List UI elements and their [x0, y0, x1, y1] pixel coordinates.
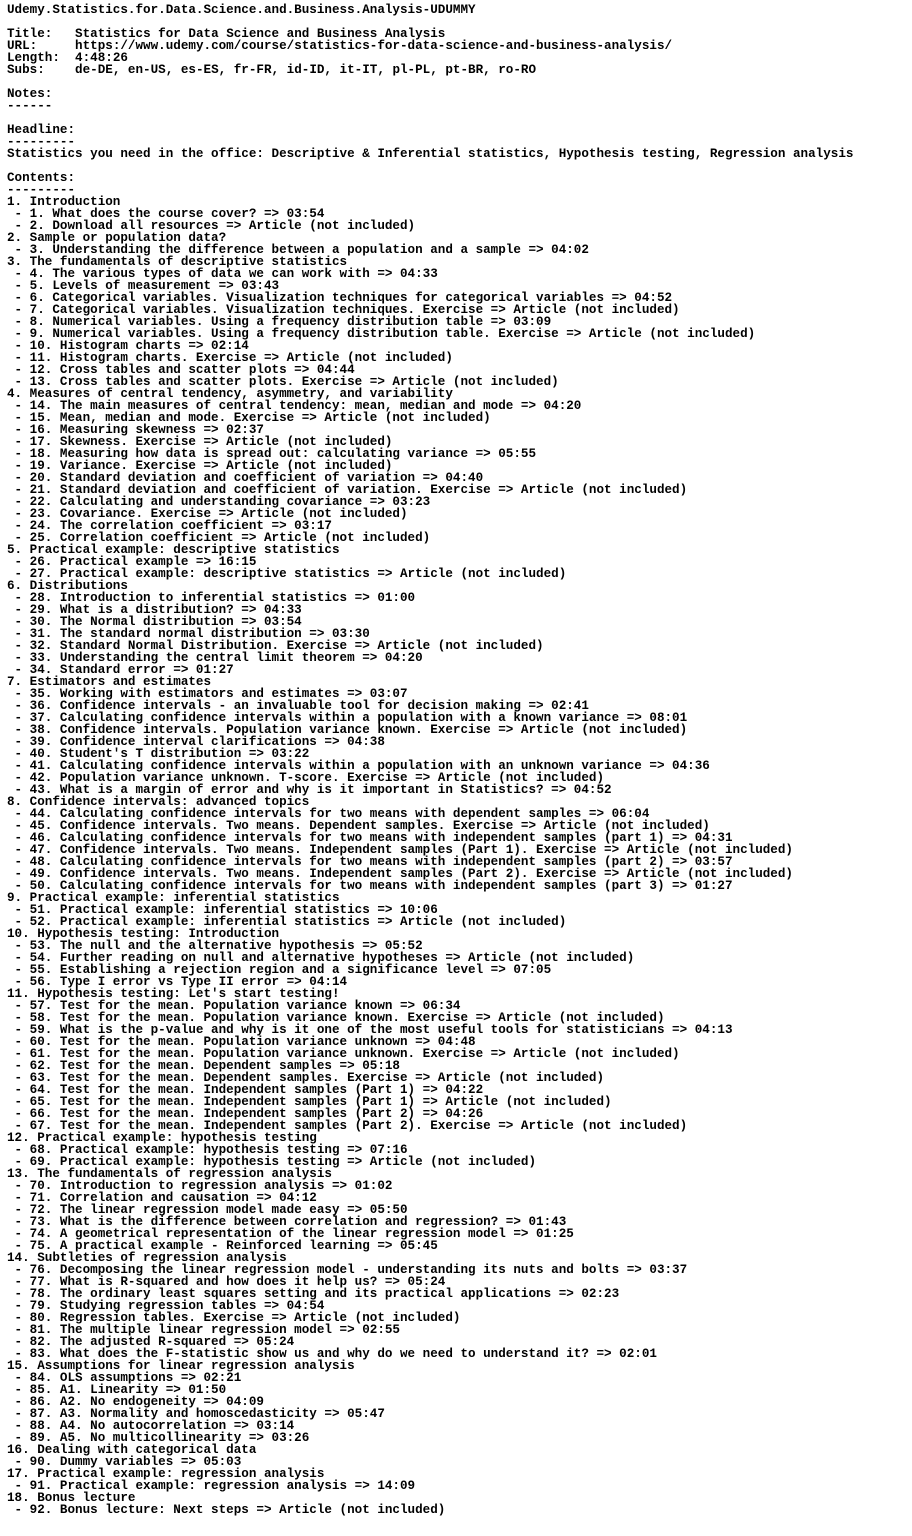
- lecture-item: - 69. Practical example: hypothesis testing => Article (not included): [7, 1155, 537, 1169]
- lecture-item: - 39. Confidence interval clarifications => 04:38: [7, 735, 385, 749]
- lecture-item: - 5. Levels of measurement => 03:43: [7, 279, 280, 293]
- lecture-item: - 10. Histogram charts => 02:14: [7, 339, 249, 353]
- lecture-item: - 80. Regression tables. Exercise => Article (not included): [7, 1311, 461, 1325]
- lecture-item: - 64. Test for the mean. Independent samples (Part 1) => 04:22: [7, 1083, 484, 1097]
- lecture-item: - 63. Test for the mean. Dependent samples. Exercise => Article (not included): [7, 1071, 605, 1085]
- lecture-item: - 44. Calculating confidence intervals for two means with dependent samples => 06:04: [7, 807, 650, 821]
- lecture-item: - 68. Practical example: hypothesis testing => 07:16: [7, 1143, 408, 1157]
- lecture-item: - 16. Measuring skewness => 02:37: [7, 423, 264, 437]
- section-heading: 10. Hypothesis testing: Introduction: [7, 927, 280, 941]
- lecture-item: - 73. What is the difference between correlation and regression? => 01:43: [7, 1215, 567, 1229]
- lecture-item: - 41. Calculating confidence intervals within a population with an unknown variance => 04:36: [7, 759, 710, 773]
- lecture-item: - 29. What is a distribution? => 04:33: [7, 603, 302, 617]
- lecture-item: - 91. Practical example: regression analysis => 14:09: [7, 1479, 416, 1493]
- lecture-item: - 23. Covariance. Exercise => Article (not included): [7, 507, 408, 521]
- lecture-item: - 62. Test for the mean. Dependent samples => 05:18: [7, 1059, 400, 1073]
- section-heading: 16. Dealing with categorical data: [7, 1443, 257, 1457]
- lecture-item: - 43. What is a margin of error and why is it important in Statistics? => 04:52: [7, 783, 612, 797]
- section-heading: 11. Hypothesis testing: Let's start testing!: [7, 987, 340, 1001]
- lecture-item: - 67. Test for the mean. Independent samples (Part 2). Exercise => Article (not included): [7, 1119, 688, 1133]
- lecture-item: - 50. Calculating confidence intervals for two means with independent samples (part 3) => 01:27: [7, 879, 733, 893]
- subs-value: de-DE, en-US, es-ES, fr-FR, id-ID, it-IT, pl-PL, pt-BR, ro-RO: [75, 63, 537, 77]
- lecture-item: - 31. The standard normal distribution => 03:30: [7, 627, 370, 641]
- section-heading: 2. Sample or population data?: [7, 231, 227, 245]
- lecture-item: - 58. Test for the mean. Population variance known. Exercise => Article (not included): [7, 1011, 665, 1025]
- section-heading: 17. Practical example: regression analysis: [7, 1467, 325, 1481]
- headline-underline: ---------: [7, 135, 76, 149]
- lecture-item: - 51. Practical example: inferential statistics => 10:06: [7, 903, 438, 917]
- lecture-item: - 13. Cross tables and scatter plots. Exercise => Article (not included): [7, 375, 559, 389]
- lecture-item: - 86. A2. No endogeneity => 04:09: [7, 1395, 264, 1409]
- lecture-item: - 14. The main measures of central tendency: mean, median and mode => 04:20: [7, 399, 582, 413]
- lecture-item: - 85. A1. Linearity => 01:50: [7, 1383, 227, 1397]
- lecture-item: - 53. The null and the alternative hypothesis => 05:52: [7, 939, 423, 953]
- subs-line: [7, 64, 912, 76]
- lecture-item: - 61. Test for the mean. Population variance unknown. Exercise => Article (not included): [7, 1047, 680, 1061]
- section-heading: 8. Confidence intervals: advanced topics: [7, 795, 310, 809]
- section-heading: 5. Practical example: descriptive statistics: [7, 543, 340, 557]
- lecture-item: - 8. Numerical variables. Using a frequency distribution table => 03:09: [7, 315, 552, 329]
- lecture-item: - 28. Introduction to inferential statistics => 01:00: [7, 591, 416, 605]
- section-heading: 3. The fundamentals of descriptive statistics: [7, 255, 348, 269]
- url-label: URL:: [7, 39, 38, 53]
- lecture-item: - 17. Skewness. Exercise => Article (not included): [7, 435, 393, 449]
- lecture-item: - 21. Standard deviation and coefficient of variation. Exercise => Article (not included): [7, 483, 688, 497]
- lecture-item: - 24. The correlation coefficient => 03:17: [7, 519, 332, 533]
- subs-label: Subs:: [7, 63, 45, 77]
- lecture-item: - 42. Population variance unknown. T-score. Exercise => Article (not included): [7, 771, 605, 785]
- lecture-item: - 70. Introduction to regression analysis => 01:02: [7, 1179, 393, 1193]
- blank-line: [7, 112, 912, 124]
- notes-underline: ------: [7, 99, 53, 113]
- lecture-item: - 76. Decomposing the linear regression model - understanding its nuts and bolts => 03:37: [7, 1263, 688, 1277]
- lecture-item: - 7. Categorical variables. Visualization techniques. Exercise => Article (not included): [7, 303, 680, 317]
- lecture-item: - 22. Calculating and understanding covariance => 03:23: [7, 495, 431, 509]
- lecture-item: - 2. Download all resources => Article (not included): [7, 219, 416, 233]
- lecture-item: - 56. Type I error vs Type II error => 04:14: [7, 975, 348, 989]
- lecture-item: - 19. Variance. Exercise => Article (not included): [7, 459, 393, 473]
- length-label: Length:: [7, 51, 60, 65]
- lecture-item: - 35. Working with estimators and estimates => 03:07: [7, 687, 408, 701]
- lecture-item: - 81. The multiple linear regression model => 02:55: [7, 1323, 400, 1337]
- lecture-item: - 38. Confidence intervals. Population variance known. Exercise => Article (not included): [7, 723, 688, 737]
- lecture-item: - 78. The ordinary least squares setting and its practical applications => 02:23: [7, 1287, 620, 1301]
- lecture-item: - 15. Mean, median and mode. Exercise => Article (not included): [7, 411, 491, 425]
- lecture-item: - 90. Dummy variables => 05:03: [7, 1455, 242, 1469]
- section-heading: 6. Distributions: [7, 579, 128, 593]
- lecture-item: - 79. Studying regression tables => 04:54: [7, 1299, 325, 1313]
- lecture-item: - 33. Understanding the central limit theorem => 04:20: [7, 651, 423, 665]
- lecture-item: - 54. Further reading on null and alternative hypotheses => Article (not included): [7, 951, 635, 965]
- lecture-item: - 49. Confidence intervals. Two means. Independent samples (Part 2). Exercise => Article (not included): [7, 867, 793, 881]
- lecture-item: - 6. Categorical variables. Visualization techniques for categorical variables => 04:52: [7, 291, 673, 305]
- section-heading: 4. Measures of central tendency, asymmetry, and variability: [7, 387, 453, 401]
- contents-heading: Contents:: [7, 171, 76, 185]
- file-name-line: Udemy.Statistics.for.Data.Science.and.Business.Analysis-UDUMMY: [7, 3, 476, 17]
- lecture-item: - 89. A5. No multicollinearity => 03:26: [7, 1431, 310, 1445]
- lecture-item: - 55. Establishing a rejection region and a significance level => 07:05: [7, 963, 552, 977]
- contents-underline: ---------: [7, 183, 76, 197]
- lecture-item: - 12. Cross tables and scatter plots => 04:44: [7, 363, 355, 377]
- lecture-item: - 74. A geometrical representation of the linear regression model => 01:25: [7, 1227, 574, 1241]
- notes-heading: Notes:: [7, 87, 53, 101]
- blank-line: [7, 160, 912, 172]
- section-heading: 1. Introduction: [7, 195, 121, 209]
- lecture-item: - 60. Test for the mean. Population variance unknown => 04:48: [7, 1035, 476, 1049]
- section-heading: 15. Assumptions for linear regression analysis: [7, 1359, 355, 1373]
- lecture-item: - 3. Understanding the difference between a population and a sample => 04:02: [7, 243, 589, 257]
- lecture-item: - 88. A4. No autocorrelation => 03:14: [7, 1419, 295, 1433]
- lecture-item: - 45. Confidence intervals. Two means. Dependent samples. Exercise => Article (not included): [7, 819, 710, 833]
- lecture-item: - 52. Practical example: inferential statistics => Article (not included): [7, 915, 567, 929]
- lecture-item: - 48. Calculating confidence intervals for two means with independent samples (part 2) => 03:57: [7, 855, 733, 869]
- lecture-item: - 9. Numerical variables. Using a frequency distribution table. Exercise => Article (not included): [7, 327, 756, 341]
- lecture-item: - 26. Practical example => 16:15: [7, 555, 257, 569]
- section-heading: 9. Practical example: inferential statistics: [7, 891, 340, 905]
- lecture-item: - 20. Standard deviation and coefficient of variation => 04:40: [7, 471, 484, 485]
- lecture-item: - 71. Correlation and causation => 04:12: [7, 1191, 317, 1205]
- lecture-item: - 4. The various types of data we can work with => 04:33: [7, 267, 438, 281]
- url-line: [7, 40, 912, 52]
- lecture-item: - 30. The Normal distribution => 03:54: [7, 615, 302, 629]
- lecture-item: - 87. A3. Normality and homoscedasticity => 05:47: [7, 1407, 385, 1421]
- section-heading: 7. Estimators and estimates: [7, 675, 212, 689]
- lecture-item: - 83. What does the F-statistic show us and why do we need to understand it? => 02:01: [7, 1347, 657, 1361]
- lecture-item: - 18. Measuring how data is spread out: calculating variance => 05:55: [7, 447, 537, 461]
- section-heading: 14. Subtleties of regression analysis: [7, 1251, 287, 1265]
- length-value: 4:48:26: [75, 51, 128, 65]
- lecture-item: - 32. Standard Normal Distribution. Exercise => Article (not included): [7, 639, 544, 653]
- lecture-item: - 34. Standard error => 01:27: [7, 663, 234, 677]
- lecture-item: - 27. Practical example: descriptive statistics => Article (not included): [7, 567, 567, 581]
- title-label: Title:: [7, 27, 53, 41]
- lecture-item: - 92. Bonus lecture: Next steps => Article (not included): [7, 1503, 446, 1517]
- lecture-item: - 75. A practical example - Reinforced learning => 05:45: [7, 1239, 438, 1253]
- lecture-item: - 37. Calculating confidence intervals within a population with a known variance => 08:01: [7, 711, 688, 725]
- lecture-item: - 36. Confidence intervals - an invaluable tool for decision making => 02:41: [7, 699, 589, 713]
- lecture-item: - 47. Confidence intervals. Two means. Independent samples (Part 1). Exercise => Article (not included): [7, 843, 793, 857]
- section-heading: 13. The fundamentals of regression analysis: [7, 1167, 332, 1181]
- lecture-item: - 65. Test for the mean. Independent samples (Part 1) => Article (not included): [7, 1095, 612, 1109]
- lecture-item: - 46. Calculating confidence intervals for two means with independent samples (part 1) => 04:31: [7, 831, 733, 845]
- lecture-item: - 11. Histogram charts. Exercise => Article (not included): [7, 351, 453, 365]
- headline-heading: Headline:: [7, 123, 76, 137]
- section-heading: 18. Bonus lecture: [7, 1491, 136, 1505]
- lecture-item: - 82. The adjusted R-squared => 05:24: [7, 1335, 295, 1349]
- blank-line: [7, 76, 912, 88]
- lecture-item: - 1. What does the course cover? => 03:54: [7, 207, 325, 221]
- headline-text: Statistics you need in the office: Descriptive & Inferential statistics, Hypothesis testing, Regression analysis: [7, 147, 854, 161]
- lecture-item: - 59. What is the p-value and why is it one of the most useful tools for statisticians => 04:13: [7, 1023, 733, 1037]
- lecture-item: - 25. Correlation coefficient => Article (not included): [7, 531, 431, 545]
- contents-list: [7, 196, 912, 1516]
- lecture-item: - 40. Student's T distribution => 03:22: [7, 747, 310, 761]
- url-value: https://www.udemy.com/course/statistics-for-data-science-and-business-analysis/: [75, 39, 673, 53]
- lecture-item: - 57. Test for the mean. Population variance known => 06:34: [7, 999, 461, 1013]
- section-heading: 12. Practical example: hypothesis testing: [7, 1131, 317, 1145]
- lecture-item: - 84. OLS assumptions => 02:21: [7, 1371, 242, 1385]
- lecture-item: - 77. What is R-squared and how does it help us? => 05:24: [7, 1275, 446, 1289]
- lecture-item: - 66. Test for the mean. Independent samples (Part 2) => 04:26: [7, 1107, 484, 1121]
- title-value: Statistics for Data Science and Business Analysis: [75, 27, 446, 41]
- lecture-item: - 72. The linear regression model made easy => 05:50: [7, 1203, 408, 1217]
